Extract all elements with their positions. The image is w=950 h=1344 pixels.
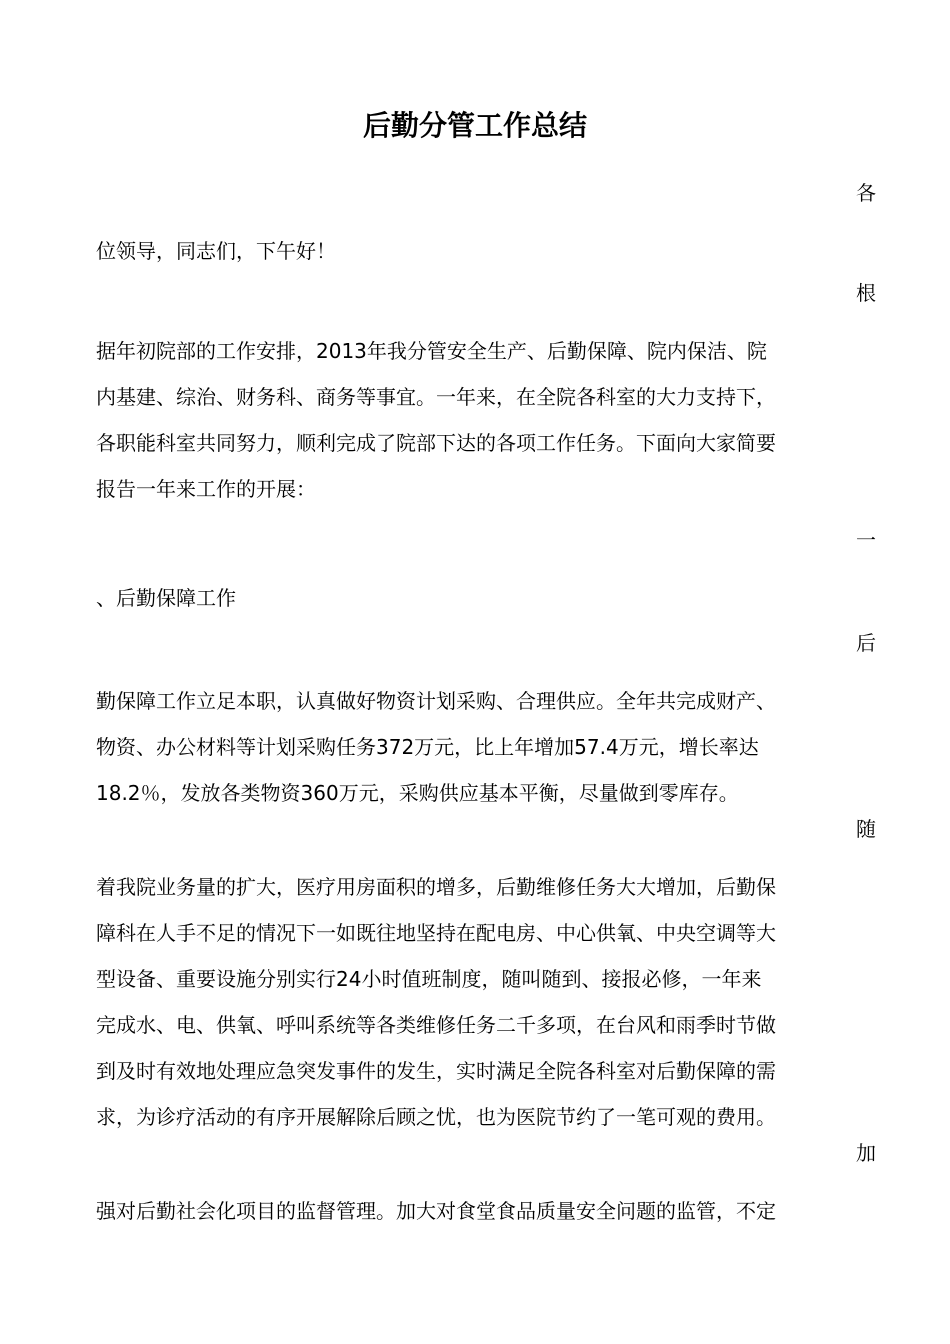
- text-line: 障科在人手不足的情况下一如既往地坚持在配电房、中心供氧、中央空调等大: [96, 921, 776, 945]
- paragraph-supervision: [96, 1138, 876, 1234]
- paragraph-body: [96, 1188, 876, 1234]
- paragraph-lead-char: 一: [856, 528, 876, 552]
- paragraph-greeting: [96, 178, 876, 274]
- section-heading-logistics: [96, 525, 876, 621]
- paragraph-body: [96, 575, 876, 621]
- text-line: 勤保障工作立足本职，认真做好物资计划采购、合理供应。全年共完成财产、: [96, 689, 776, 713]
- paragraph-lead-char: 各: [856, 181, 876, 205]
- paragraph-lead-char: 随: [856, 817, 876, 841]
- paragraph-procurement: [96, 628, 876, 816]
- text-line: 求，为诊疗活动的有序开展解除后顾之忧，也为医院节约了一笔可观的费用。: [96, 1105, 776, 1129]
- text-line: 据年初院部的工作安排，2013年我分管安全生产、后勤保障、院内保洁、院: [96, 339, 767, 363]
- paragraph-body: [96, 678, 876, 816]
- text-line: 位领导，同志们，下午好！: [96, 239, 336, 263]
- paragraph-body: [96, 864, 876, 1140]
- paragraph-intro: [96, 278, 876, 512]
- text-line: 各职能科室共同努力，顺利完成了院部下达的各项工作任务。下面向大家简要: [96, 431, 776, 455]
- text-line: 型设备、重要设施分别实行24小时值班制度，随叫随到、接报必修，一年来: [96, 967, 762, 991]
- paragraph-body: [96, 228, 876, 274]
- text-line: 着我院业务量的扩大，医疗用房面积的增多，后勤维修任务大大增加，后勤保: [96, 875, 776, 899]
- text-line: 报告一年来工作的开展：: [96, 477, 316, 501]
- text-line: 物资、办公材料等计划采购任务372万元，比上年增加57.4万元，增长率达: [96, 735, 759, 759]
- text-line: 强对后勤社会化项目的监督管理。加大对食堂食品质量安全问题的监管，不定: [96, 1199, 776, 1223]
- paragraph-lead-char: 后: [856, 631, 876, 655]
- text-line: 到及时有效地处理应急突发事件的发生，实时满足全院各科室对后勤保障的需: [96, 1059, 776, 1083]
- paragraph-body: [96, 328, 876, 512]
- text-line: 、后勤保障工作: [96, 586, 236, 610]
- text-line: 内基建、综治、财务科、商务等事宜。一年来，在全院各科室的大力支持下，: [96, 385, 776, 409]
- paragraph-lead-char: 加: [856, 1141, 876, 1165]
- document-title: 后勤分管工作总结: [362, 109, 587, 142]
- paragraph-maintenance: [96, 814, 876, 1140]
- paragraph-lead-char: 根: [856, 281, 876, 305]
- text-line: 18.2％，发放各类物资360万元，采购供应基本平衡，尽量做到零库存。: [96, 781, 739, 805]
- text-line: 完成水、电、供氧、呼叫系统等各类维修任务二千多项，在台风和雨季时节做: [96, 1013, 776, 1037]
